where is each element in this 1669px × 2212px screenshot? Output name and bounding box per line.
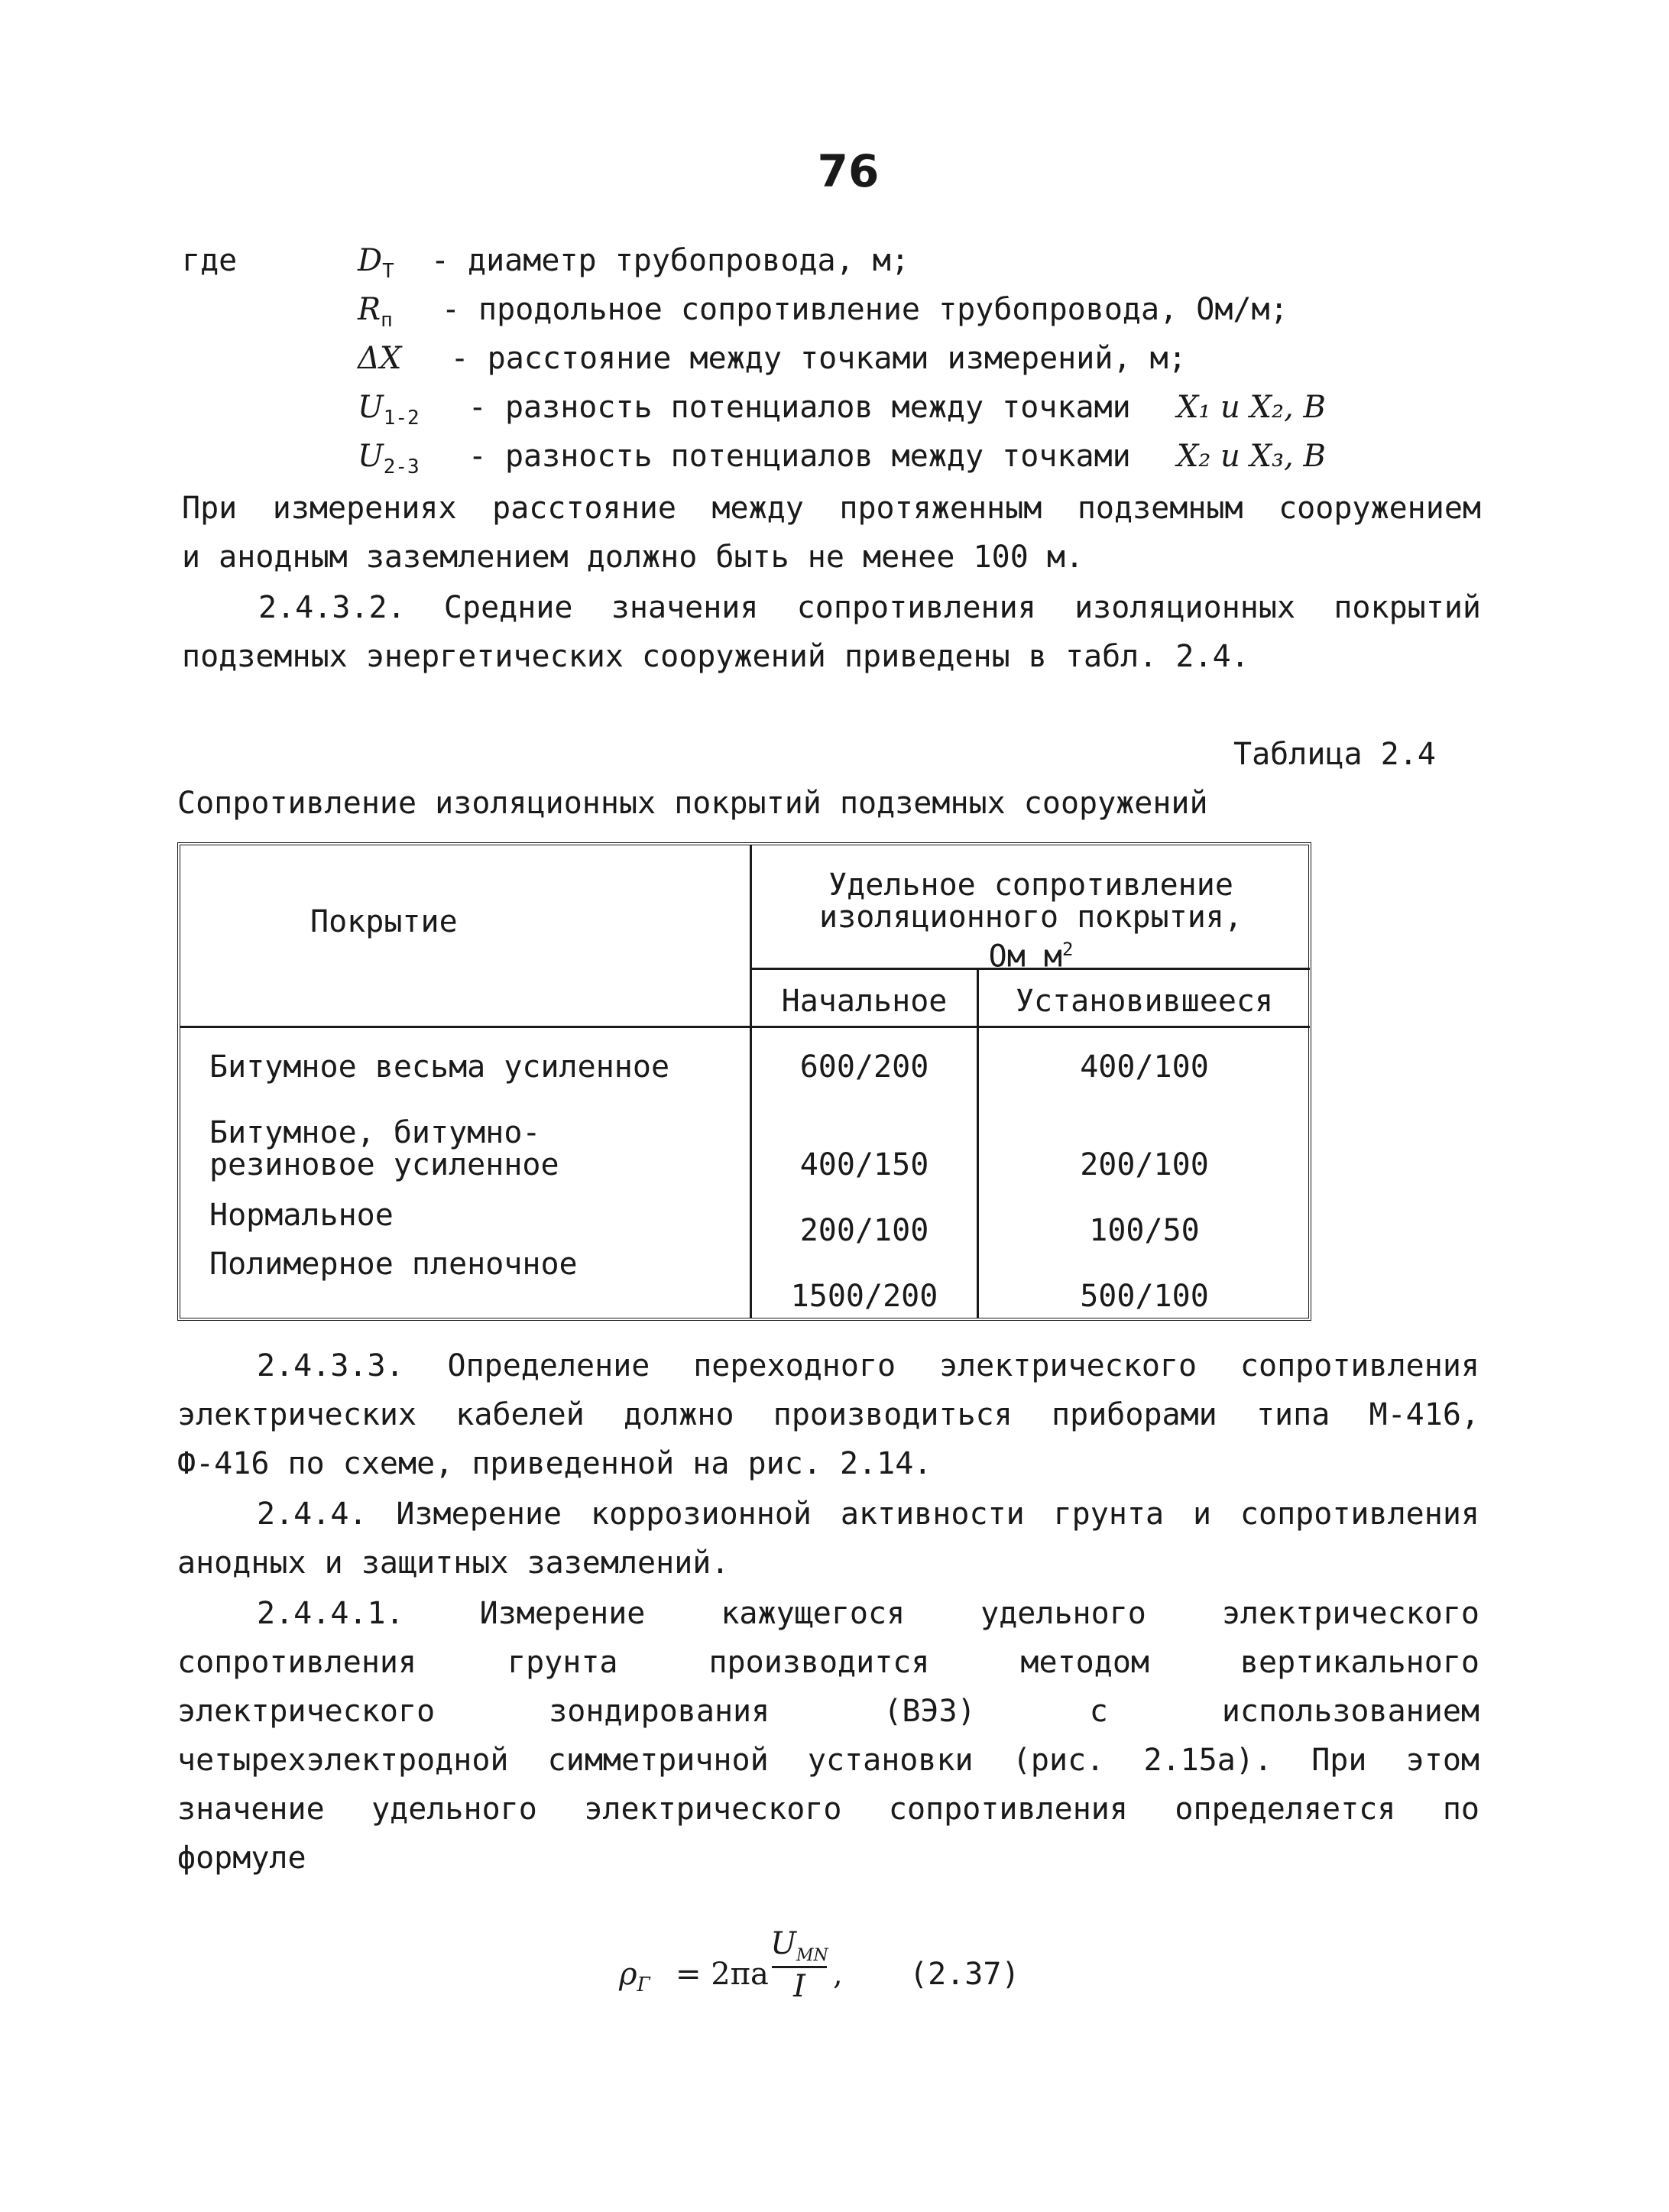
formula-numerator: $U_{MN}$ <box>770 1926 828 1965</box>
header-steady: Установившееся <box>1015 984 1274 1019</box>
header-resistance: Удельное сопротивление <box>828 868 1233 903</box>
table-cell-steady: 200/100 <box>1080 1147 1209 1182</box>
paragraph-line: четырехэлектродной симметричной установки (рис. 2.15а). При этом <box>177 1743 1479 1778</box>
paragraph-line: сопротивления грунта производится методом вертикального <box>177 1645 1479 1680</box>
definition-item: $D_Т$ - диаметр трубопровода, м; <box>358 243 909 283</box>
where-word: где <box>182 243 238 278</box>
table-cell-initial: 600/200 <box>799 1049 929 1085</box>
table-label: Таблица 2.4 <box>1233 737 1436 772</box>
page-number: 76 <box>817 145 880 197</box>
paragraph-line: формуле <box>177 1841 306 1876</box>
header-resistance-unit: Ом $м^2$ <box>988 939 1074 975</box>
formula-rhs-factor: = 2πa <box>676 1957 769 1992</box>
formula-lhs: $\rho_Г$ <box>619 1957 650 1996</box>
formula-2-37 <box>619 1926 1078 2010</box>
resistance-table <box>177 842 1311 1321</box>
paragraph-line: При измерениях расстояние между протяженным подземным сооружением <box>182 491 1481 526</box>
paragraph-line: электрического зондирования (ВЭЗ) с использованием <box>177 1694 1479 1729</box>
definition-item: ΔX - расстояние между точками измерений, м; <box>358 341 1187 376</box>
table-cell-coating: резиновое усиленное <box>209 1147 559 1182</box>
definition-item: $R_п$ - продольное сопротивление трубопровода, Ом/м; <box>358 292 1288 332</box>
table-cell-initial: 1500/200 <box>790 1279 938 1314</box>
table-cell-steady: 400/100 <box>1080 1049 1209 1085</box>
table-rule <box>180 1026 1310 1028</box>
table-rule <box>977 968 979 1318</box>
paragraph-line: подземных энергетических сооружений приведены в табл. 2.4. <box>182 639 1249 674</box>
table-cell-steady: 100/50 <box>1089 1213 1200 1248</box>
paragraph-line: 2.4.3.2. Средние значения сопротивления изоляционных покрытий <box>258 590 1481 625</box>
fraction-bar <box>772 1966 827 1968</box>
paragraph-line: и анодным заземлением должно быть не менее 100 м. <box>182 540 1084 575</box>
paragraph-line: 2.4.4.1. Измерение кажущегося удельного электрического <box>257 1596 1479 1631</box>
definition-item: $U_{1-2}$ - разность потенциалов между точками X₁ и X₂, В <box>358 390 1326 430</box>
table-caption: Сопротивление изоляционных покрытий подземных сооружений <box>177 786 1208 821</box>
table-cell-steady: 500/100 <box>1080 1279 1209 1314</box>
paragraph-line: Ф-416 по схеме, приведенной на рис. 2.14. <box>177 1446 932 1481</box>
formula-number: (2.37) <box>909 1957 1020 1992</box>
header-resistance: изоляционного покрытия, <box>819 900 1243 935</box>
paragraph-line: электрических кабелей должно производиться приборами типа М-416, <box>177 1397 1479 1432</box>
table-cell-initial: 200/100 <box>799 1213 929 1248</box>
formula-denominator: I <box>793 1969 805 2004</box>
table-cell-coating: Битумное весьма усиленное <box>209 1049 670 1085</box>
formula-comma: , <box>833 1957 843 1992</box>
table-cell-initial: 400/150 <box>799 1147 929 1182</box>
table-cell-coating: Битумное, битумно- <box>209 1115 541 1150</box>
header-coating: Покрытие <box>310 904 458 939</box>
definition-item: $U_{2-3}$ - разность потенциалов между точками X₂ и X₃, В <box>358 439 1326 478</box>
paragraph-line: 2.4.3.3. Определение переходного электрического сопротивления <box>257 1348 1479 1383</box>
paragraph-line: анодных и защитных заземлений. <box>177 1545 730 1581</box>
table-cell-coating: Нормальное <box>209 1198 394 1233</box>
header-initial: Начальное <box>781 984 948 1019</box>
paragraph-line: значение удельного электрического сопротивления определяется по <box>177 1792 1479 1827</box>
paragraph-line: 2.4.4. Измерение коррозионной активности грунта и сопротивления <box>257 1497 1479 1532</box>
table-cell-coating: Полимерное пленочное <box>209 1247 578 1282</box>
